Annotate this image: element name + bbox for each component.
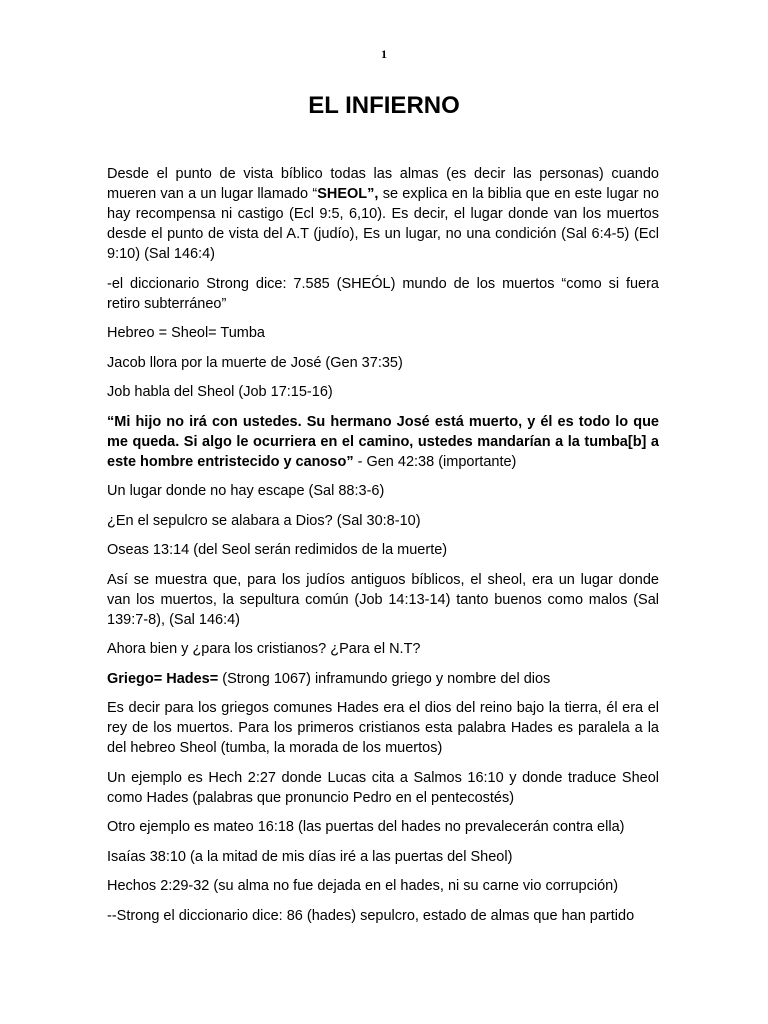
paragraph-jacob: Jacob llora por la muerte de José (Gen 37:35) bbox=[107, 354, 403, 371]
sheol-term: SHEOL”, bbox=[317, 186, 379, 202]
paragraph-hades-greeks: Es decir para los griegos comunes Hades era el dios del reino bajo la tierra, él era el rey de los muertos. Para los primeros cristianos esta palabra Hades es paralela a la del hebreo Sheol (tumba, la morada de los muertos) bbox=[107, 700, 659, 756]
paragraph-intro bbox=[107, 164, 659, 264]
paragraph-oseas: Oseas 13:14 (del Seol serán redimidos de la muerte) bbox=[107, 542, 448, 558]
paragraph-escape: Un lugar donde no hay escape (Sal 88:3-6) bbox=[107, 483, 385, 499]
paragraph-judios: Así se muestra que, para los judíos antiguos bíblicos, el sheol, era un lugar donde van los muertos, la sepultura común (Job 14:13-14) tanto buenos como malos (Sal 139:7-8), (Sal 146:4) bbox=[107, 571, 659, 628]
document-body bbox=[107, 164, 659, 935]
paragraph-job: Job habla del Sheol (Job 17:15-16) bbox=[107, 384, 333, 400]
paragraph-hechos-alma: Hechos 2:29-32 (su alma no fue dejada en el hades, ni su carne vio corrupción) bbox=[107, 878, 619, 894]
paragraph-hebreo: Hebreo = Sheol= Tumba bbox=[107, 325, 265, 341]
paragraph-quote bbox=[107, 412, 659, 472]
paragraph-cristianos: Ahora bien y ¿para los cristianos? ¿Para el N.T? bbox=[107, 641, 421, 657]
paragraph-hechos-example: Un ejemplo es Hech 2:27 donde Lucas cita a Salmos 16:10 y donde traduce Sheol como Hades (palabras que pronuncio Pedro en el pentecostés) bbox=[107, 769, 659, 806]
paragraph-strong-hades: --Strong el diccionario dice: 86 (hades) sepulcro, estado de almas que han partido bbox=[107, 907, 635, 924]
document-title: EL INFIERNO bbox=[308, 92, 460, 119]
paragraph-intro-part-c: se explica en la biblia que en este lugar no hay recompensa ni castigo (Ecl 9:5, 6,10). Es decir, el lugar donde van los muertos desde el punto de vista del A.T (judío), Es un lugar, no una condición (Sal 6:4-5) (Ecl 9:10) (Sal 146:4) bbox=[107, 186, 659, 262]
paragraph-strong-sheol: -el diccionario Strong dice: 7.585 (SHEÓL) mundo de los muertos “como si fuera retiro subterráneo” bbox=[107, 275, 659, 312]
bible-quote: “Mi hijo no irá con ustedes. Su hermano José está muerto, y él es todo lo que me queda. Si algo le ocurriera en el camino, ustedes mandarían a la tumba[b] a este hombre entristecido y canoso” bbox=[107, 413, 659, 470]
griego-hades-term: Griego= Hades= bbox=[107, 670, 219, 687]
quote-reference: - Gen 42:38 (importante) bbox=[353, 453, 517, 470]
paragraph-intro-part-a: Desde el punto de vista bíblico todas las almas (es decir las personas) cuando mueren van a un lugar llamado “ bbox=[107, 166, 659, 202]
paragraph-sepulcro: ¿En el sepulcro se alabara a Dios? (Sal 30:8-10) bbox=[107, 512, 421, 529]
paragraph-isaias: Isaías 38:10 (a la mitad de mis días iré a las puertas del Sheol) bbox=[107, 848, 513, 865]
griego-hades-rest: (Strong 1067) inframundo griego y nombre del dios bbox=[218, 670, 551, 687]
paragraph-mateo: Otro ejemplo es mateo 16:18 (las puertas del hades no prevalecerán contra ella) bbox=[107, 819, 625, 835]
paragraph-griego bbox=[107, 669, 659, 689]
page-number: 1 bbox=[381, 47, 387, 61]
